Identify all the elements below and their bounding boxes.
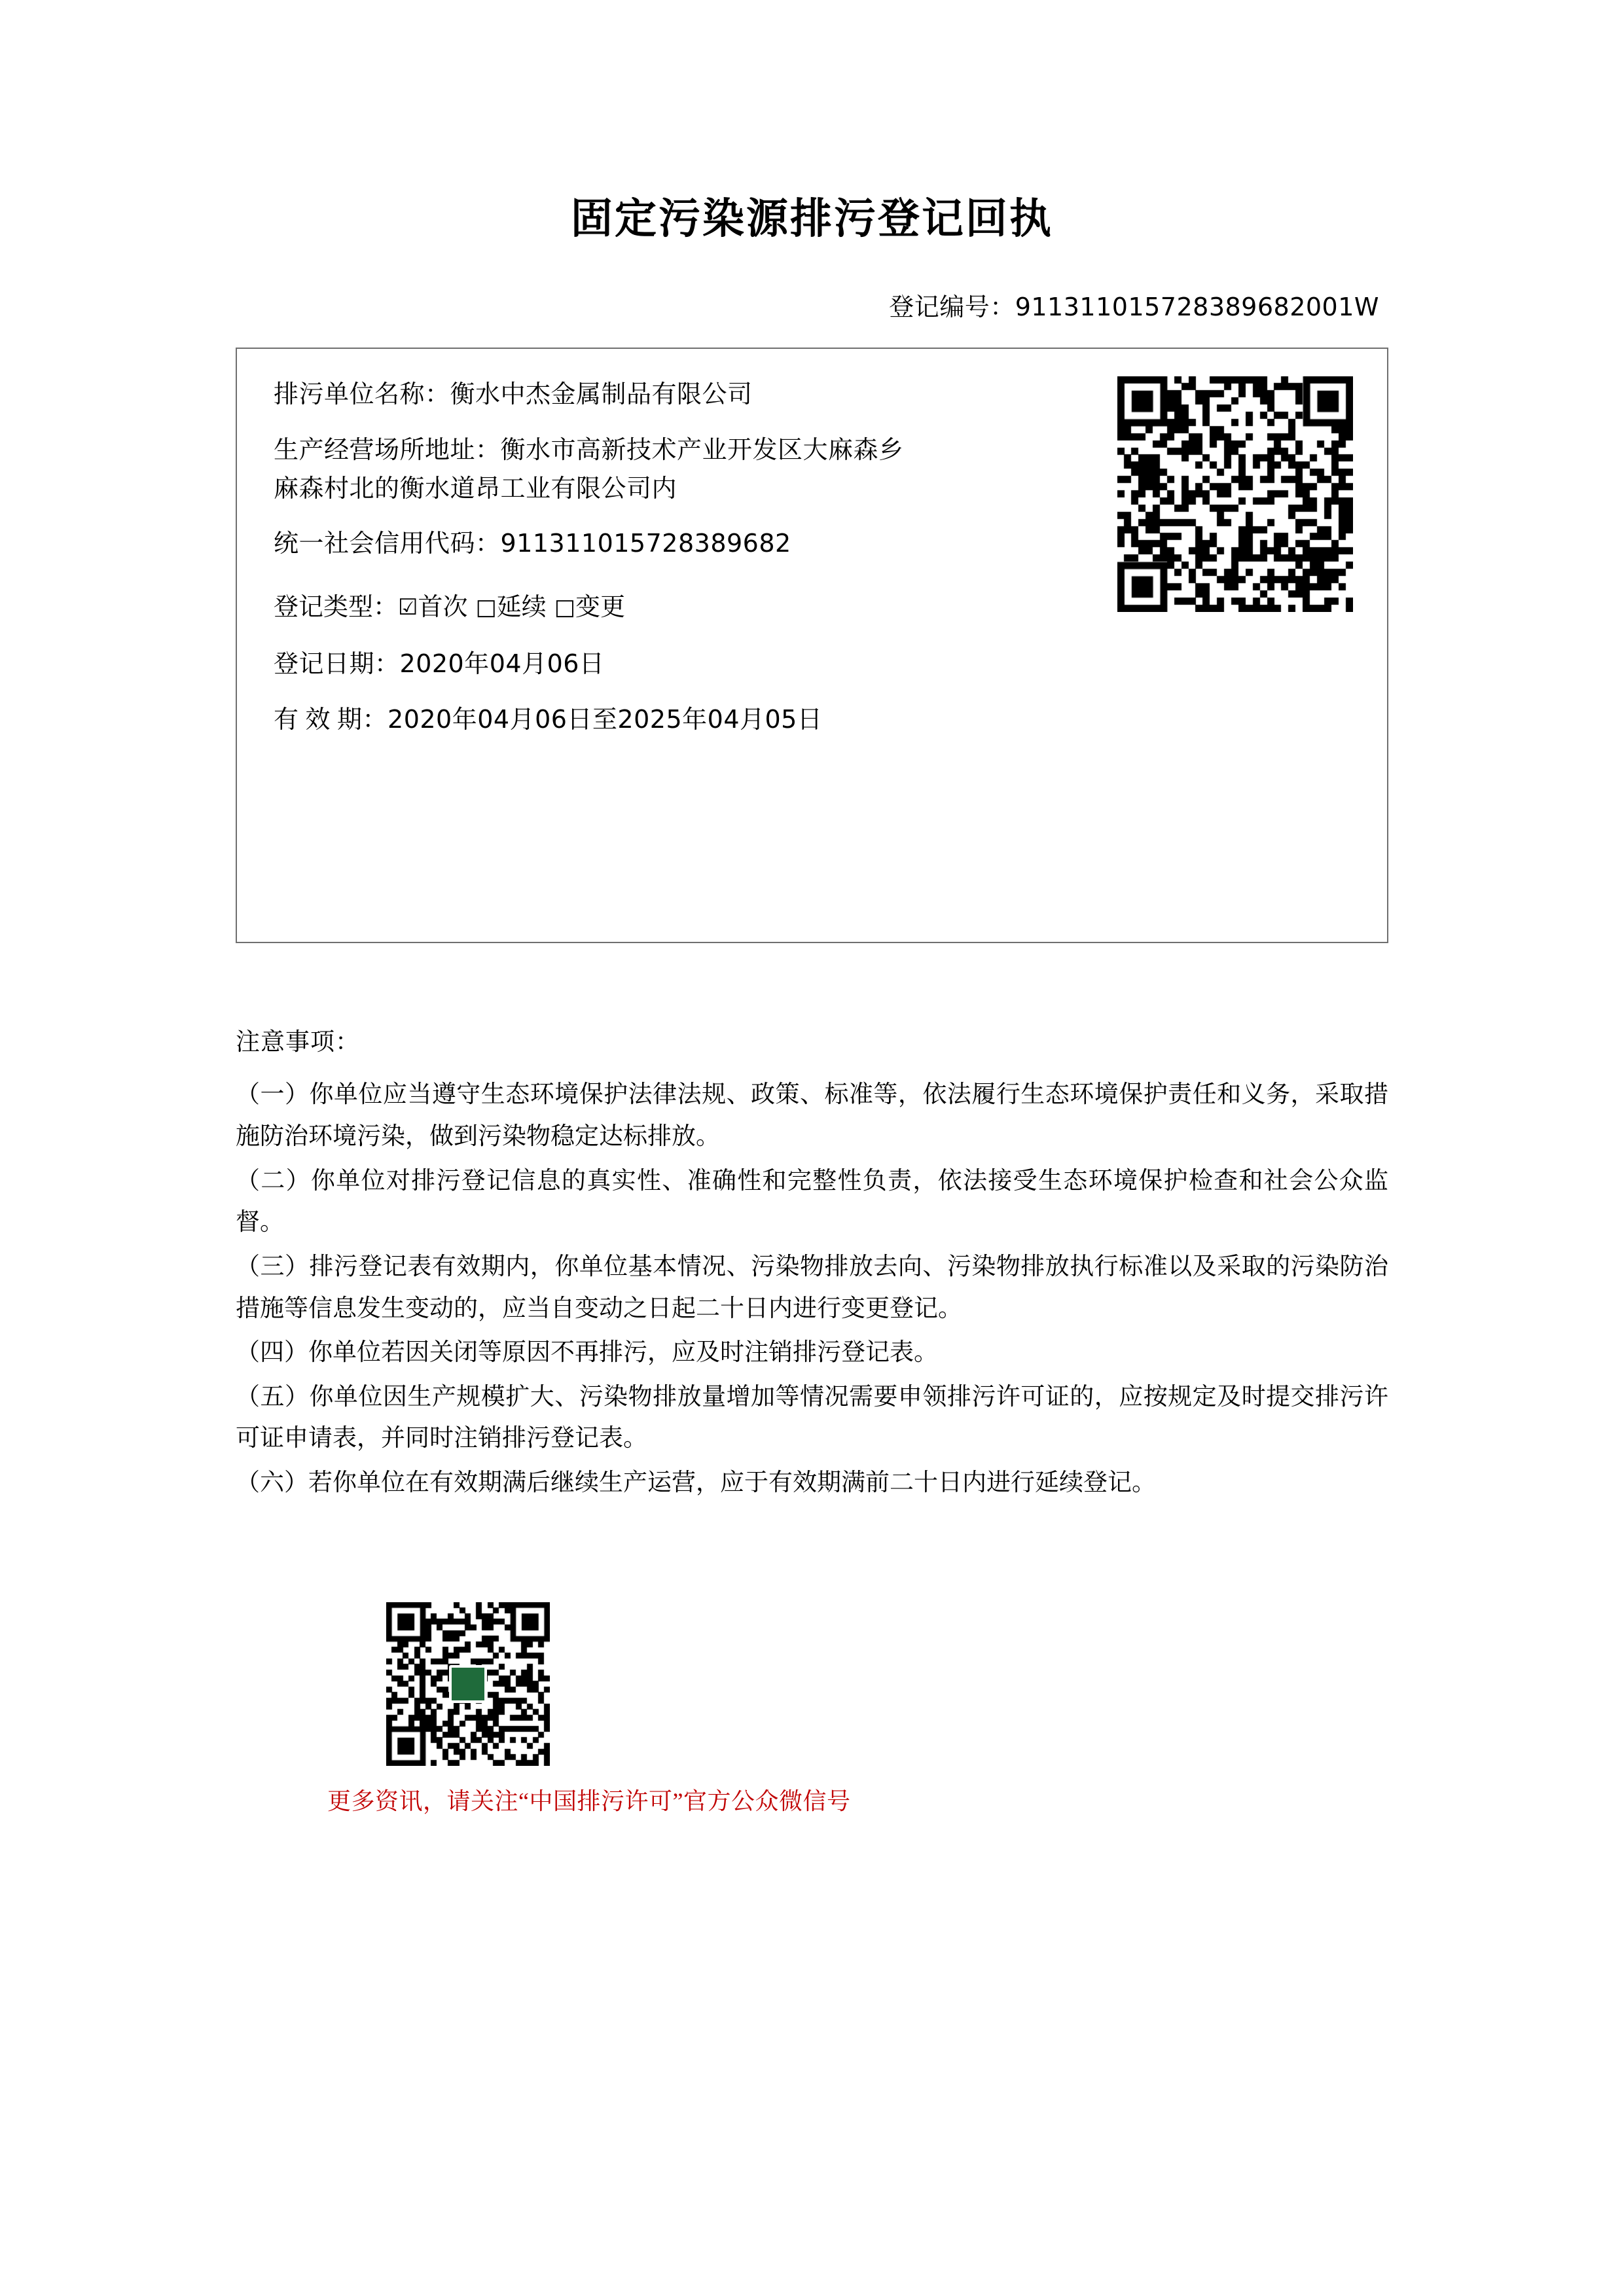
- note-item: （一）你单位应当遵守生态环境保护法律法规、政策、标准等，依法履行生态环境保护责任和义务，采取措施防治环境污染，做到污染物稳定达标排放。: [236, 1081, 1388, 1151]
- option-label-renewal: 延续: [496, 592, 547, 621]
- info-box: [236, 348, 1388, 943]
- option-label-first: 首次: [418, 592, 468, 621]
- registration-number-value: 911311015728389682001W: [1015, 293, 1379, 322]
- registration-number-label: 登记编号：: [889, 293, 1015, 322]
- registration-qr-code: [1117, 376, 1353, 612]
- page-title: 固定污染源排污登记回执: [571, 195, 1053, 243]
- footer-qr-wrap: [386, 1602, 1388, 1766]
- promo-text: 更多资讯，请关注“中国排污许可”官方公众微信号: [327, 1787, 851, 1814]
- checkbox-renewal[interactable]: □: [475, 594, 497, 620]
- note-item: （二）你单位对排污登记信息的真实性、准确性和完整性负责，依法接受生态环境保护检查和社会公众监督。: [236, 1167, 1388, 1236]
- address-value-line1: 衡水市高新技术产业开发区大麻森乡: [500, 435, 904, 465]
- unit-name-value: 衡水中杰金属制品有限公司: [450, 380, 753, 409]
- note-item: （六）若你单位在有效期满后继续生产运营，应于有效期满前二十日内进行延续登记。: [236, 1469, 1156, 1497]
- wechat-official-qr-code: [386, 1602, 550, 1766]
- address-value-line2: 麻森村北的衡水道昂工业有限公司内: [274, 474, 677, 503]
- validity-period-value: 2020年04月06日至2025年04月05日: [388, 704, 823, 734]
- checkbox-change[interactable]: □: [554, 594, 575, 620]
- qr-center-logo: [449, 1665, 487, 1703]
- option-label-change: 变更: [575, 592, 625, 621]
- notes-section: [236, 1022, 1388, 1503]
- note-item: （三）排污登记表有效期内，你单位基本情况、污染物排放去向、污染物排放执行标准以及采取的污染防治措施等信息发生变动的，应当自变动之日起二十日内进行变更登记。: [236, 1253, 1388, 1322]
- unit-name-label: 排污单位名称：: [274, 381, 450, 409]
- credit-code-value: 911311015728389682: [500, 529, 791, 558]
- note-item: （四）你单位若因关闭等原因不再排污，应及时注销排污登记表。: [236, 1339, 938, 1367]
- registration-date-value: 2020年04月06日: [399, 649, 605, 678]
- checkbox-first-registration[interactable]: ☑: [398, 594, 418, 620]
- credit-code-label: 统一社会信用代码：: [274, 530, 501, 558]
- registration-date-label: 登记日期：: [274, 650, 400, 678]
- notes-title: 注意事项：: [236, 1029, 360, 1056]
- validity-period-line: [274, 704, 1350, 734]
- validity-period-label: 有 效 期：: [274, 706, 388, 734]
- address-label: 生产经营场所地址：: [274, 437, 501, 465]
- registration-number-row: [236, 287, 1388, 323]
- registration-date-line: [274, 651, 1350, 678]
- note-item: （五）你单位因生产规模扩大、污染物排放量增加等情况需要申领排污许可证的，应按规定及时提交排污许可证申请表，并同时注销排污登记表。: [236, 1383, 1388, 1452]
- registration-type-label: 登记类型：: [274, 592, 399, 621]
